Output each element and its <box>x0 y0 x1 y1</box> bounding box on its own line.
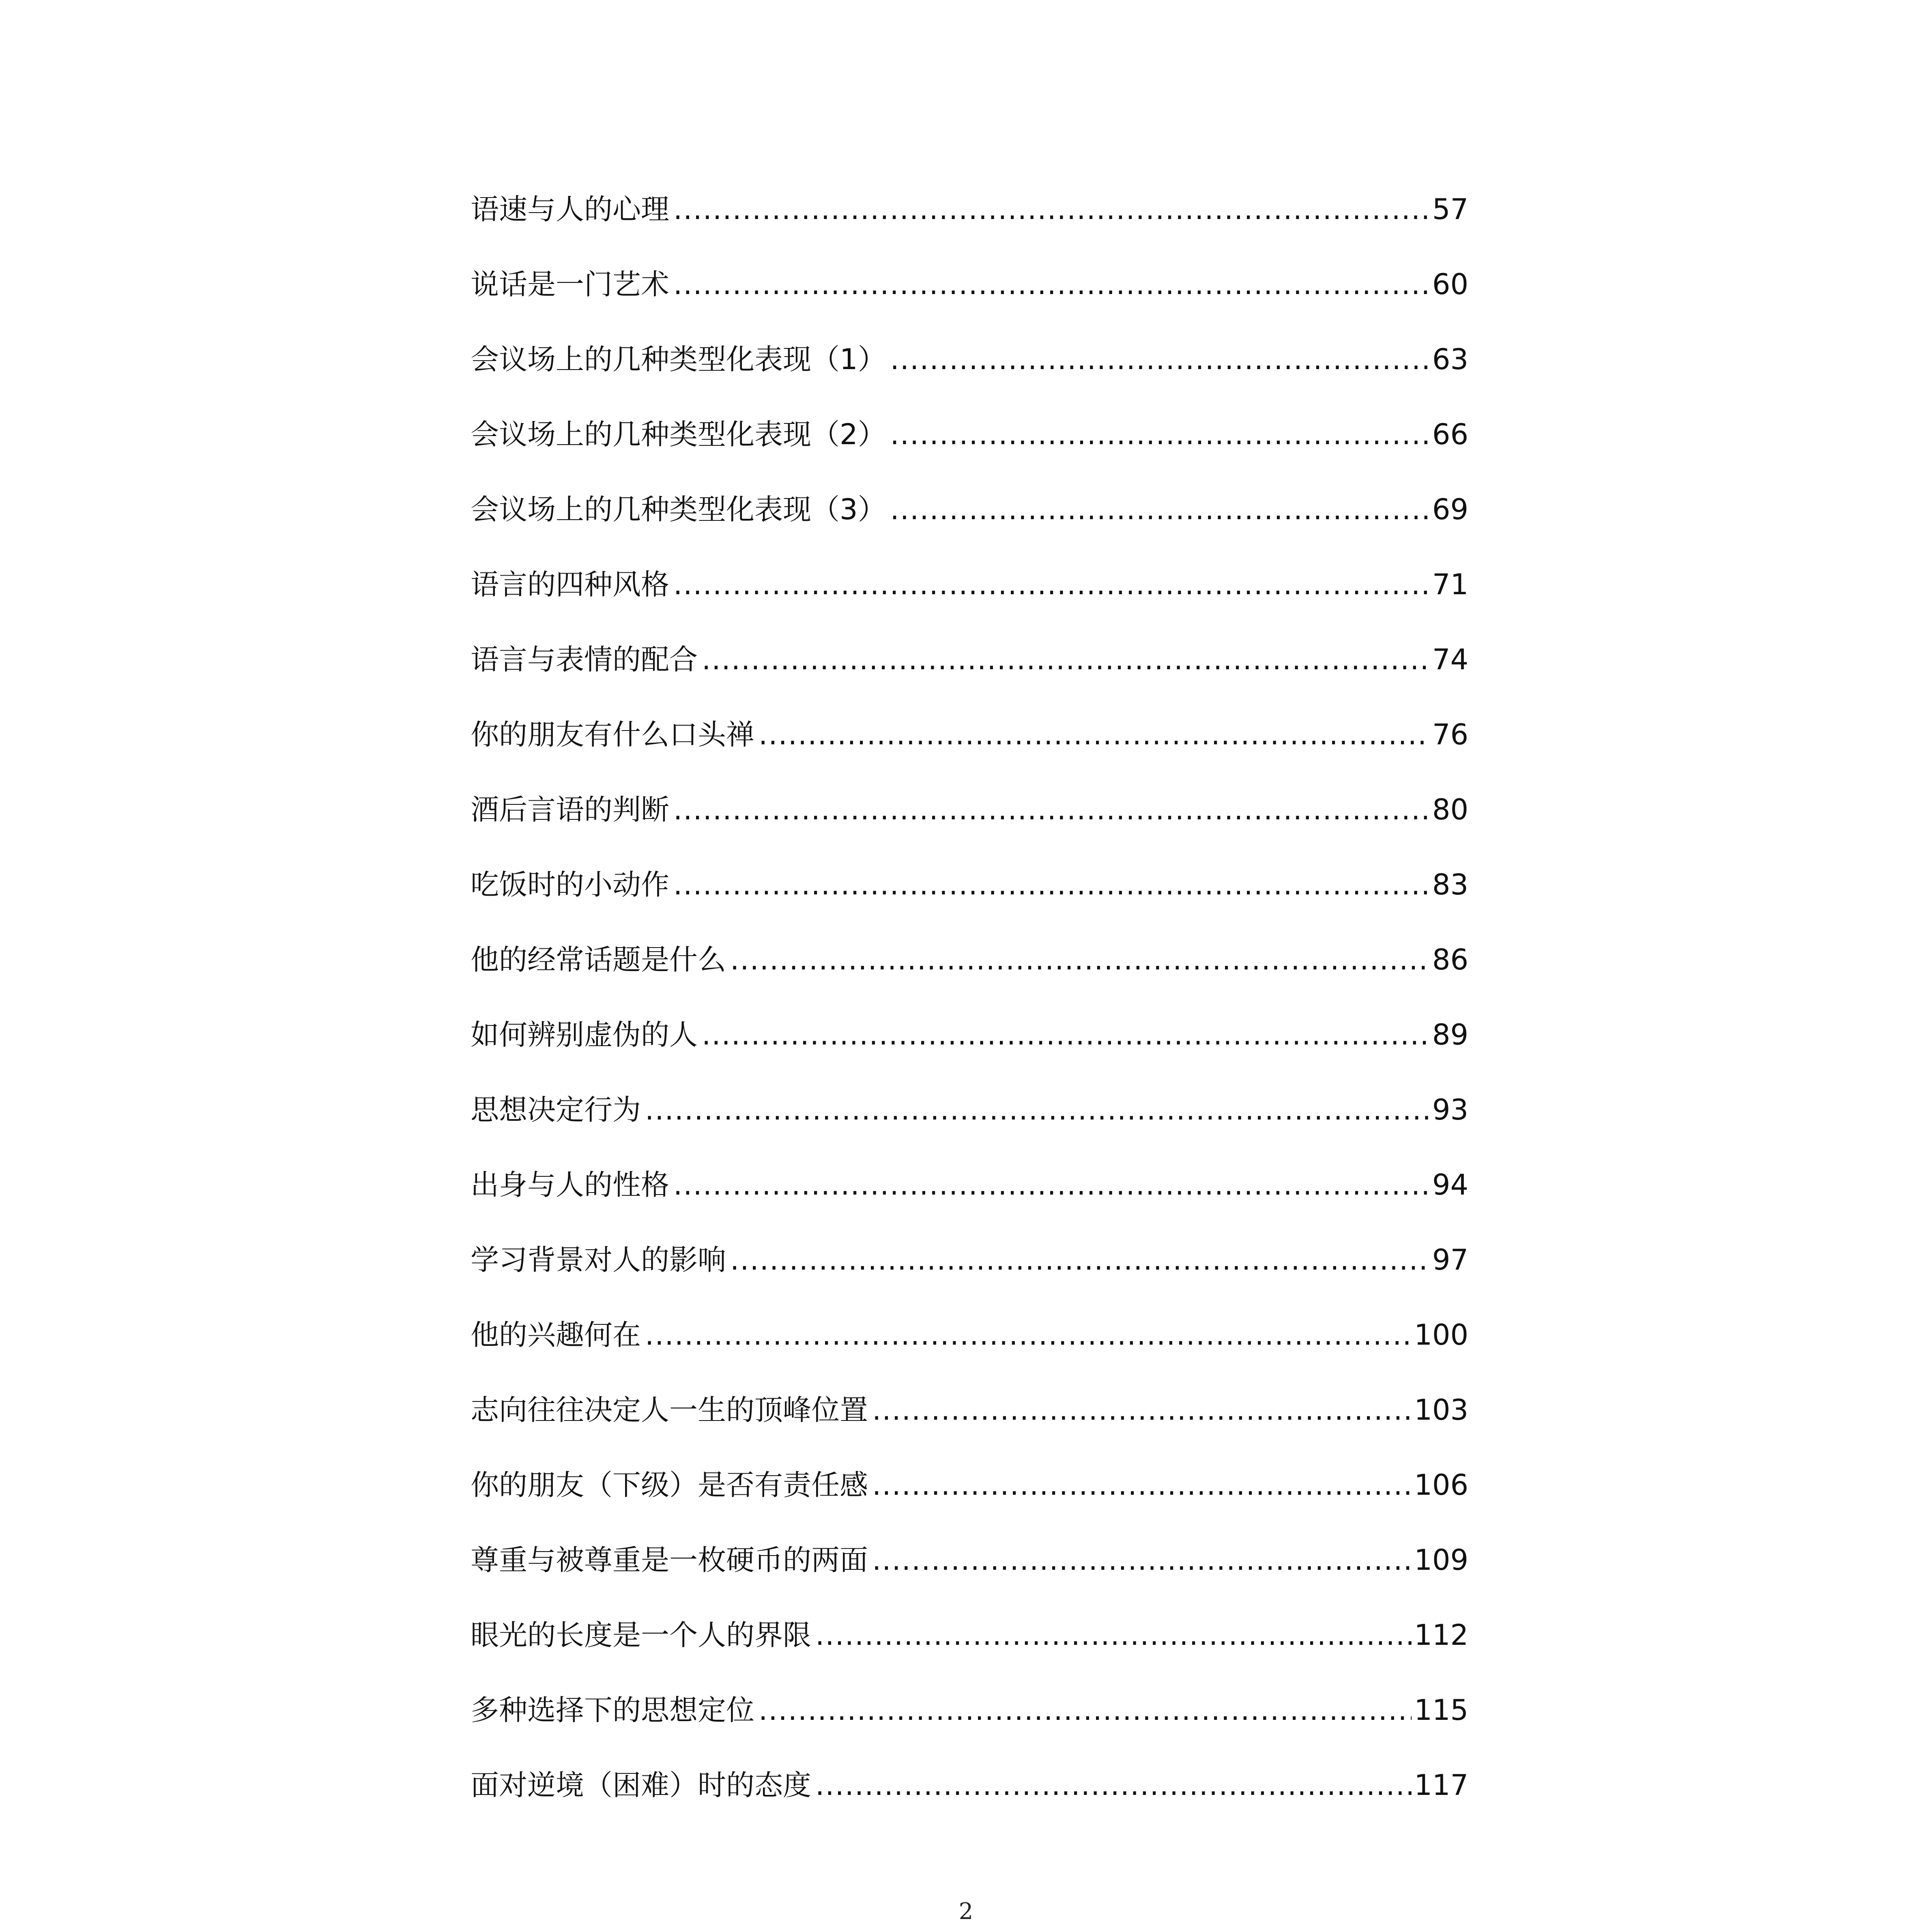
toc-entry-title: 语言的四种风格 <box>471 568 669 601</box>
dot-leader <box>673 568 1430 601</box>
toc-entry <box>471 1237 1468 1312</box>
dot-leader <box>890 418 1430 451</box>
toc-entry <box>471 412 1468 487</box>
toc-entry-page: 97 <box>1432 1243 1468 1277</box>
toc-entry-page: 63 <box>1432 343 1468 376</box>
toc-entry-title: 思想决定行为 <box>471 1093 641 1126</box>
toc-entry-title: 你的朋友有什么口头禅 <box>471 718 754 751</box>
toc-entry-title: 说话是一门艺术 <box>471 268 669 301</box>
toc-entry-page: 80 <box>1432 793 1468 826</box>
dot-leader <box>673 793 1430 826</box>
dot-leader <box>872 1468 1412 1502</box>
toc-entry <box>471 487 1468 562</box>
toc-entry-page: 66 <box>1432 418 1468 451</box>
toc-entry <box>471 1762 1468 1837</box>
toc-entry <box>471 1462 1468 1537</box>
toc-entry-title: 酒后言语的判断 <box>471 793 669 826</box>
toc-entry-title: 他的兴趣何在 <box>471 1318 641 1352</box>
toc-entry-page: 103 <box>1414 1393 1468 1427</box>
toc-entry <box>471 937 1468 1012</box>
toc-entry-title: 语言与表情的配合 <box>471 643 698 676</box>
toc-entry-title: 会议场上的几种类型化表现（3） <box>471 493 886 526</box>
toc-entry-page: 112 <box>1414 1618 1468 1652</box>
dot-leader <box>645 1093 1430 1126</box>
page-number: 2 <box>958 1898 974 1925</box>
dot-leader <box>759 718 1430 751</box>
toc-entry-page: 109 <box>1414 1543 1468 1577</box>
dot-leader <box>673 1168 1430 1201</box>
toc-entry <box>471 1612 1468 1687</box>
toc-entry-title: 志向往往决定人一生的顶峰位置 <box>471 1393 868 1427</box>
dot-leader <box>673 268 1430 301</box>
toc-entry-title: 眼光的长度是一个人的界限 <box>471 1618 811 1652</box>
toc-entry-title: 语速与人的心理 <box>471 193 669 226</box>
dot-leader <box>702 643 1430 676</box>
toc-entry <box>471 562 1468 637</box>
toc-entry <box>471 712 1468 787</box>
toc-entry <box>471 787 1468 862</box>
dot-leader <box>730 1243 1430 1277</box>
toc-entry <box>471 862 1468 937</box>
toc-entry <box>471 1387 1468 1462</box>
toc-entry <box>471 262 1468 337</box>
dot-leader <box>815 1618 1412 1652</box>
toc-entry-page: 76 <box>1432 718 1468 751</box>
toc-entry <box>471 1162 1468 1237</box>
dot-leader <box>872 1393 1412 1427</box>
toc-entry-page: 93 <box>1432 1093 1468 1126</box>
toc-entry <box>471 637 1468 712</box>
toc-entry-page: 89 <box>1432 1018 1468 1051</box>
toc-entry <box>471 1687 1468 1762</box>
toc-entry <box>471 1087 1468 1162</box>
dot-leader <box>730 943 1430 976</box>
table-of-contents <box>471 187 1468 1837</box>
toc-entry-title: 你的朋友（下级）是否有责任感 <box>471 1468 868 1502</box>
toc-entry <box>471 1312 1468 1387</box>
toc-entry-title: 会议场上的几种类型化表现（1） <box>471 343 886 376</box>
toc-entry-title: 多种选择下的思想定位 <box>471 1693 754 1727</box>
toc-entry <box>471 1537 1468 1612</box>
toc-entry-title: 面对逆境（困难）时的态度 <box>471 1769 811 1802</box>
toc-entry-page: 94 <box>1432 1168 1468 1201</box>
dot-leader <box>673 868 1430 901</box>
toc-entry-title: 尊重与被尊重是一枚硬币的两面 <box>471 1543 868 1577</box>
dot-leader <box>890 343 1430 376</box>
toc-entry-page: 106 <box>1414 1468 1468 1502</box>
dot-leader <box>673 193 1430 226</box>
toc-entry-page: 86 <box>1432 943 1468 976</box>
toc-entry-page: 117 <box>1414 1769 1468 1802</box>
toc-entry-page: 60 <box>1432 268 1468 301</box>
toc-entry-title: 学习背景对人的影响 <box>471 1243 726 1277</box>
toc-entry-page: 115 <box>1414 1693 1468 1727</box>
dot-leader <box>872 1543 1412 1577</box>
toc-entry-page: 74 <box>1432 643 1468 676</box>
toc-entry-page: 100 <box>1414 1318 1468 1352</box>
toc-entry-title: 出身与人的性格 <box>471 1168 669 1201</box>
toc-entry <box>471 187 1468 262</box>
toc-entry-page: 83 <box>1432 868 1468 901</box>
dot-leader <box>815 1769 1412 1802</box>
dot-leader <box>702 1018 1430 1051</box>
toc-entry-page: 57 <box>1432 193 1468 226</box>
toc-entry-page: 71 <box>1432 568 1468 601</box>
toc-entry <box>471 1012 1468 1087</box>
dot-leader <box>890 493 1430 526</box>
dot-leader <box>645 1318 1412 1352</box>
toc-entry-title: 吃饭时的小动作 <box>471 868 669 901</box>
toc-entry-title: 如何辨别虚伪的人 <box>471 1018 698 1051</box>
toc-entry-title: 他的经常话题是什么 <box>471 943 726 976</box>
dot-leader <box>759 1693 1412 1727</box>
toc-entry-page: 69 <box>1432 493 1468 526</box>
toc-entry-title: 会议场上的几种类型化表现（2） <box>471 418 886 451</box>
toc-entry <box>471 337 1468 412</box>
